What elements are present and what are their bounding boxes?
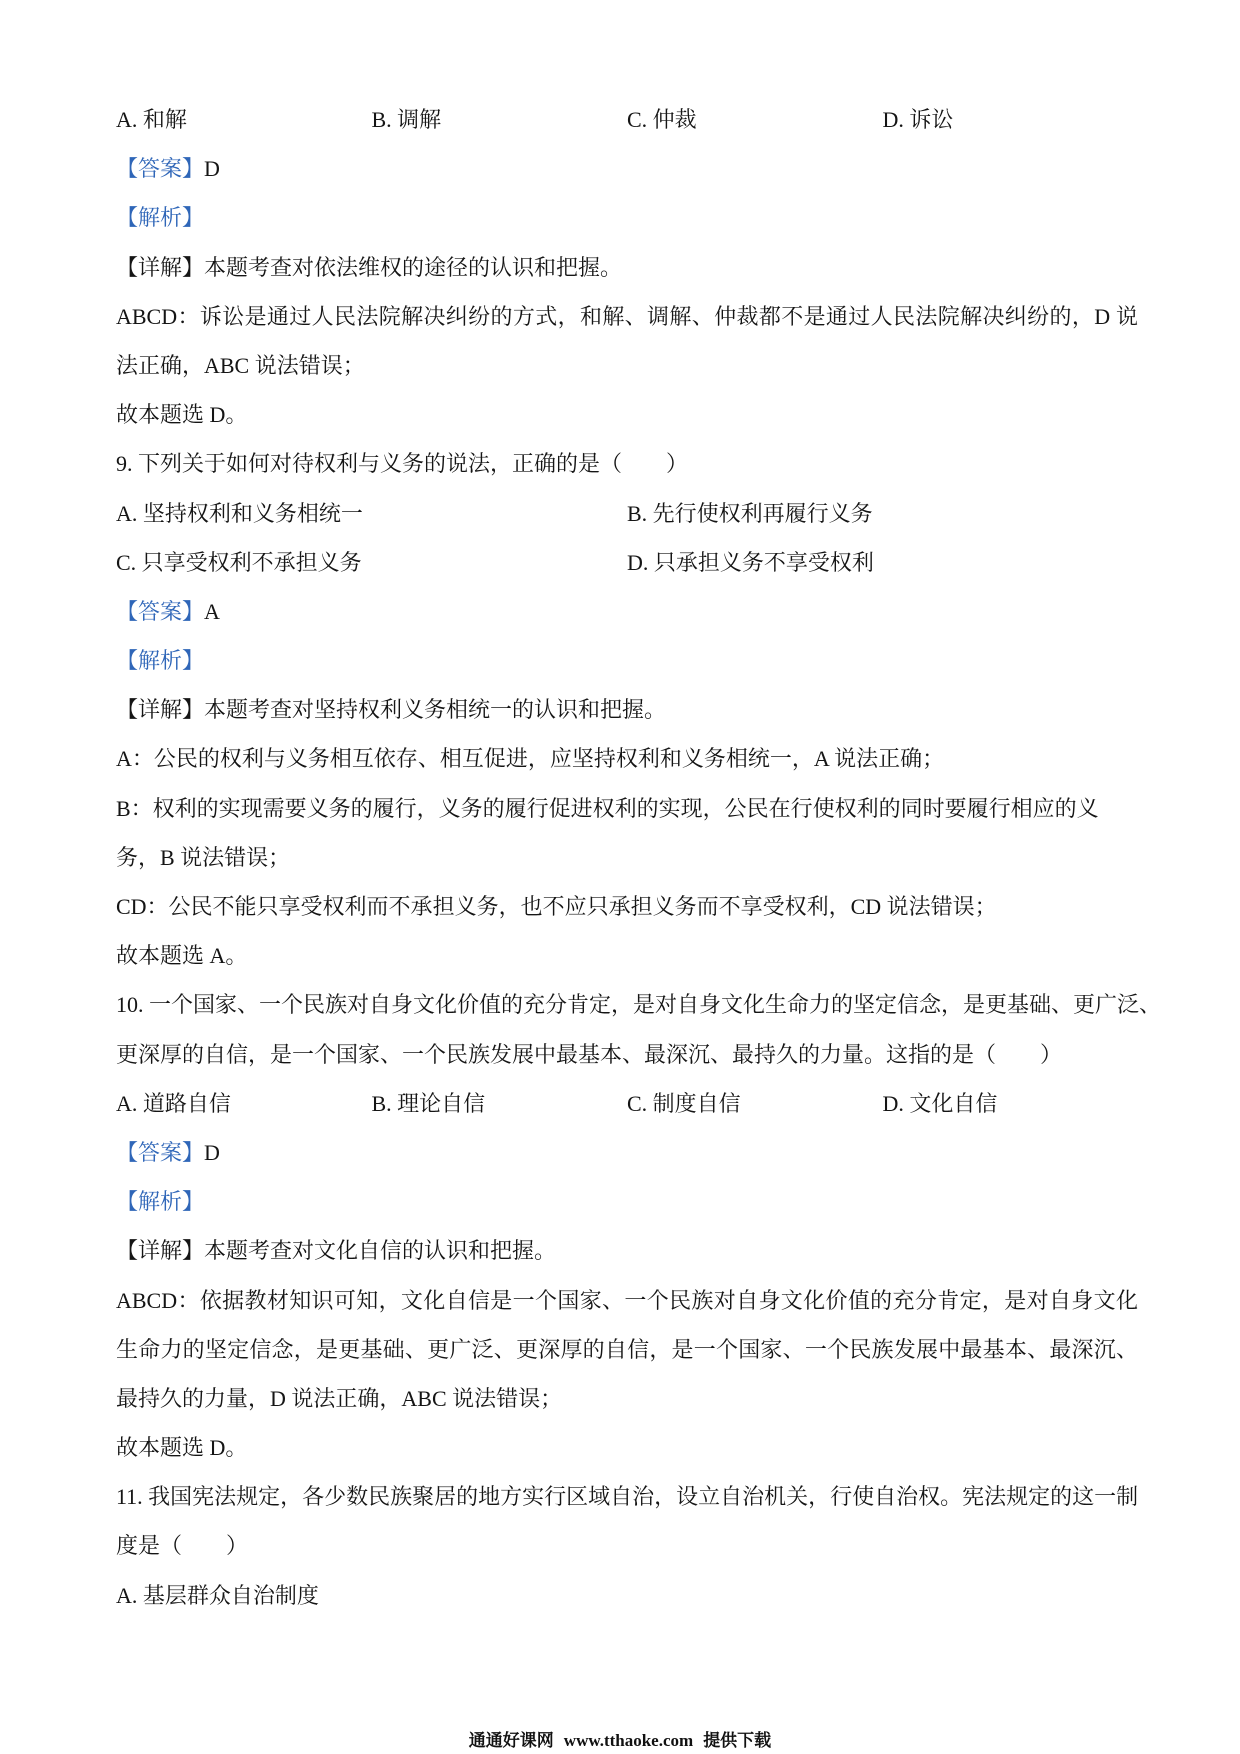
document-page — [116, 95, 1162, 1620]
detail-line — [116, 243, 1138, 292]
explanation-line: 生命力的坚定信念，是更基础、更广泛、更深厚的自信，是一个国家、一个民族发展中最基本、最深沉、 — [116, 1336, 1138, 1362]
option-c: C. 仲裁 — [627, 107, 697, 132]
conclusion-line: 故本题选 D。 — [116, 1435, 248, 1461]
footer-url: www.tthaoke.com — [563, 1731, 694, 1750]
question-stem-line: 更深厚的自信，是一个国家、一个民族发展中最基本、最深沉、最持久的力量。这指的是（ ） — [116, 1041, 1063, 1067]
option-d: D. 文化自信 — [882, 1090, 998, 1116]
option-c: C. 只享受权利不承担义务 — [116, 549, 362, 575]
options-row — [116, 1571, 1138, 1620]
options-row — [116, 1079, 1138, 1128]
option-d: D. 只承担义务不享受权利 — [627, 549, 874, 575]
answer-label: 【答案】 — [116, 156, 205, 182]
option-b: B. 理论自信 — [371, 1090, 486, 1116]
footer-site-name: 通通好课网 — [468, 1731, 554, 1750]
option-a: A. 坚持权利和义务相统一 — [116, 500, 363, 526]
conclusion-line: 故本题选 A。 — [116, 943, 248, 969]
explanation-line: ABCD：诉讼是通过人民法院解决纠纷的方式，和解、调解、仲裁都不是通过人民法院解决纠纷的，D 说 — [116, 303, 1138, 329]
option-c: C. 制度自信 — [627, 1090, 741, 1116]
answer-value: D — [204, 1139, 220, 1165]
question-block — [116, 95, 1138, 439]
detail-text: 本题考查对坚持权利义务相统一的认识和把握。 — [204, 697, 667, 723]
question-stem-line: 11. 我国宪法规定，各少数民族聚居的地方实行区域自治，设立自治机关，行使自治权。宪法规定的这一制 — [116, 1484, 1139, 1510]
explanation-line: B：权利的实现需要义务的履行，义务的履行促进权利的实现，公民在行使权利的同时要履行相应的义 — [116, 795, 1099, 821]
page-footer — [0, 1730, 1240, 1752]
analysis-line — [116, 193, 1138, 242]
option-b: B. 调解 — [371, 107, 442, 132]
question-stem-line: 9. 下列关于如何对待权利与义务的说法，正确的是（ ） — [116, 451, 689, 477]
options-row — [116, 489, 1138, 538]
option-a: A. 道路自信 — [116, 1090, 231, 1116]
detail-label: 【详解】 — [116, 1238, 205, 1264]
answer-label: 【答案】 — [116, 598, 205, 624]
detail-text: 本题考查对依法维权的途径的认识和把握。 — [204, 254, 623, 280]
detail-line — [116, 1226, 1138, 1275]
analysis-line — [116, 1177, 1138, 1226]
analysis-label: 【解析】 — [116, 205, 205, 231]
detail-label: 【详解】 — [116, 697, 205, 723]
answer-line — [116, 1128, 1138, 1177]
explanation-line: ABCD：依据教材知识可知，文化自信是一个国家、一个民族对自身文化价值的充分肯定，是对自身文化 — [116, 1287, 1138, 1313]
analysis-label: 【解析】 — [116, 1189, 205, 1215]
options-row — [116, 95, 1138, 144]
analysis-label: 【解析】 — [116, 648, 205, 674]
question-stem-line: 度是（ ） — [116, 1533, 249, 1559]
conclusion-line: 故本题选 D。 — [116, 402, 248, 428]
option-a: A. 基层群众自治制度 — [116, 1582, 319, 1608]
question-stem-line: 10. 一个国家、一个民族对自身文化价值的充分肯定，是对自身文化生命力的坚定信念，是更基础、更广泛、 — [116, 992, 1162, 1018]
answer-line — [116, 144, 1138, 193]
explanation-line: A：公民的权利与义务相互依存、相互促进，应坚持权利和义务相统一，A 说法正确； — [116, 746, 945, 772]
question-block — [116, 980, 1162, 1472]
option-b: B. 先行使权利再履行义务 — [627, 500, 873, 526]
detail-line — [116, 685, 1138, 734]
explanation-line: CD：公民不能只享受权利而不承担义务，也不应只承担义务而不享受权利，CD 说法错误； — [116, 894, 997, 919]
explanation-line: 最持久的力量，D 说法正确，ABC 说法错误； — [116, 1385, 563, 1411]
detail-text: 本题考查对文化自信的认识和把握。 — [204, 1238, 557, 1264]
question-block — [116, 1472, 1138, 1620]
answer-value: D — [204, 156, 220, 182]
option-a: A. 和解 — [116, 107, 187, 132]
footer-note: 提供下载 — [703, 1731, 772, 1750]
options-row — [116, 538, 1138, 587]
explanation-line: 法正确，ABC 说法错误； — [116, 352, 365, 378]
answer-value: A — [204, 598, 220, 624]
option-d: D. 诉讼 — [882, 107, 954, 132]
answer-label: 【答案】 — [116, 1139, 205, 1165]
question-block — [116, 439, 1138, 980]
answer-line — [116, 587, 1138, 636]
explanation-line: 务，B 说法错误； — [116, 844, 291, 870]
detail-label: 【详解】 — [116, 254, 205, 280]
analysis-line — [116, 636, 1138, 685]
